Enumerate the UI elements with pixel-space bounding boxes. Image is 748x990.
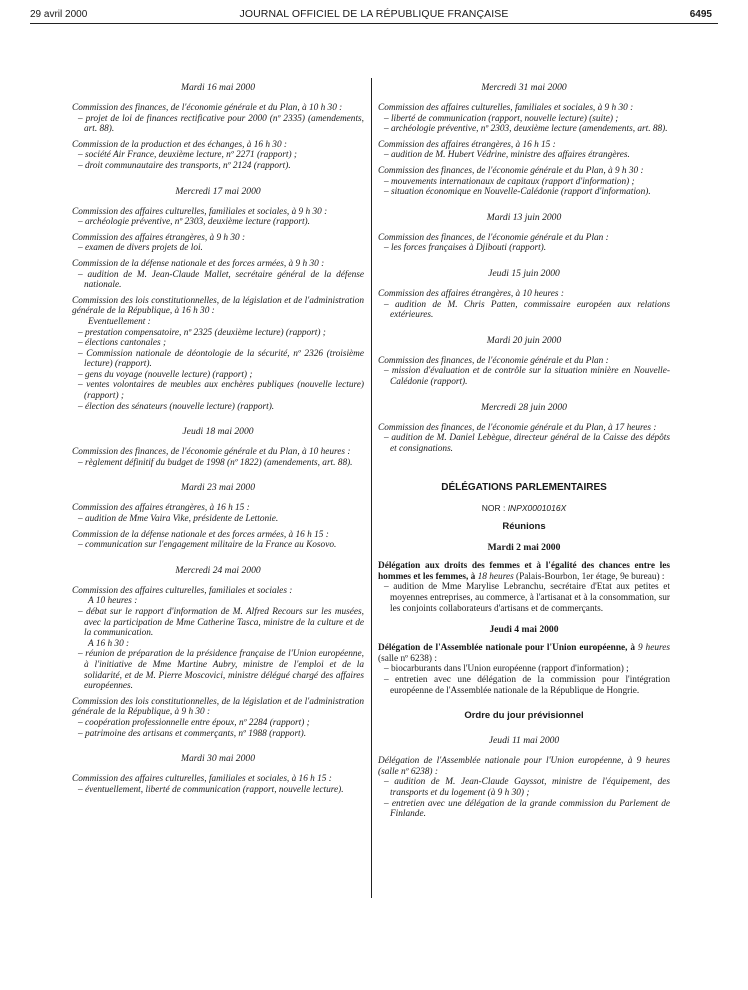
meeting-entry <box>72 233 364 254</box>
delegation-name: Délégation de l'Assemblée nationale pour l'Union européenne, à 9 heures (salle nº 6238) : <box>378 756 670 777</box>
delegation-name: Délégation de l'Assemblée nationale pour l'Union européenne, à <box>378 643 638 654</box>
meeting-entry <box>378 423 670 455</box>
agenda-item: – audition de M. Hubert Védrine, ministre des affaires étrangères. <box>384 150 630 161</box>
meeting-entry <box>72 503 364 524</box>
agenda-item: – communication sur l'engagement militaire de la France au Kosovo. <box>78 540 337 551</box>
meeting-entry <box>378 140 670 161</box>
agenda-item: – élection des sénateurs (nouvelle lecture) (rapport). <box>78 401 275 412</box>
left-column <box>72 70 364 800</box>
agenda-item: – mouvements internationaux de capitaux (rapport d'information) ; <box>384 176 635 187</box>
day-heading: Jeudi 11 mai 2000 <box>488 735 560 747</box>
commission-name: Commission des affaires étrangères, à 10 heures : <box>378 288 564 299</box>
meeting-entry <box>72 586 364 692</box>
commission-name: Commission des affaires culturelles, familiales et sociales, à 9 h 30 : <box>72 206 328 217</box>
day-heading: Jeudi 15 juin 2000 <box>488 267 560 279</box>
agenda-item: – situation économique en Nouvelle-Calédonie (rapport d'information). <box>384 187 651 198</box>
day-heading: Mercredi 28 juin 2000 <box>481 401 567 413</box>
meeting-entry <box>378 356 670 388</box>
commission-name: Commission des affaires étrangères, à 16 h 15 : <box>378 139 556 150</box>
commission-name: Commission des affaires culturelles, familiales et sociales, à 16 h 15 : <box>72 774 332 785</box>
column-divider <box>371 78 372 898</box>
meeting-entry <box>72 103 364 135</box>
meeting-entry <box>72 774 364 795</box>
meeting-entry <box>378 103 670 135</box>
day-heading: Mardi 16 mai 2000 <box>181 82 255 93</box>
commission-name: Commission des finances, de l'économie générale et du Plan : <box>378 232 609 243</box>
right-agenda <box>378 82 670 454</box>
agenda-item: – examen de divers projets de loi. <box>78 243 203 254</box>
commission-name: Commission des finances, de l'économie générale et du Plan, à 9 h 30 : <box>378 165 644 176</box>
commission-name: Commission des lois constitutionnelles, de la législation et de l'administration générale de la République, à 9 h 30 : <box>72 696 364 718</box>
commission-name: Commission de la défense nationale et des forces armées, à 16 h 15 : <box>72 529 329 540</box>
meeting-entry <box>378 233 670 254</box>
agenda-item: – débat sur le rapport d'information de M. Alfred Recours sur les musées, avec la participation de Mme Catherine Tasca, ministre de la culture et de la communication. <box>78 607 364 639</box>
agenda-item: – audition de M. Jean-Claude Gayssot, ministre de l'équipement, des transports et du logement (à 9 h 30) ; <box>384 777 670 798</box>
agenda-item: – entretien avec une délégation de la commission pour l'intégration européenne de l'Assemblée nationale de la République de Hongrie. <box>384 675 670 696</box>
meeting-entry <box>378 289 670 321</box>
delegation-name: Délégation aux droits des femmes et à l'égalité des chances entre les hommes et les femmes, à <box>378 561 670 582</box>
meeting-entry <box>378 561 670 614</box>
agenda-item: – liberté de communication (rapport, nouvelle lecture) (suite) ; <box>384 113 619 124</box>
agenda-item: – projet de loi de finances rectificative pour 2000 (nº 2335) (amendements, art. 88). <box>78 113 364 135</box>
commission-name: Commission des affaires culturelles, familiales et sociales, à 9 h 30 : <box>378 103 634 113</box>
day-heading: Mercredi 24 mai 2000 <box>175 564 261 576</box>
agenda-item: – éventuellement, liberté de communication (rapport, nouvelle lecture). <box>78 784 344 795</box>
agenda-item: – société Air France, deuxième lecture, nº 2271 (rapport) ; <box>78 150 297 161</box>
ordre-heading: Ordre du jour prévisionnel <box>464 710 584 722</box>
day-heading: Mardi 20 juin 2000 <box>486 334 562 346</box>
meeting-entry <box>72 259 364 291</box>
meeting-entry <box>72 447 364 468</box>
commission-name: Commission des affaires culturelles, familiales et sociales : <box>72 585 293 596</box>
meeting-location: (Palais-Bourbon, 1er étage, 9e bureau) : <box>513 571 665 582</box>
commission-name: Commission des finances, de l'économie générale et du Plan, à 10 heures : <box>72 447 351 458</box>
meeting-entry <box>72 530 364 551</box>
meeting-entry <box>72 207 364 228</box>
day-heading: Mardi 13 juin 2000 <box>486 211 562 223</box>
agenda-item: – audition de Mme Vaira Vike, présidente de Lettonie. <box>78 514 279 525</box>
meeting-entry <box>378 166 670 198</box>
commission-name: Commission des finances, de l'économie générale et du Plan, à 17 heures : <box>378 422 657 433</box>
section-title: DÉLÉGATIONS PARLEMENTAIRES <box>441 482 607 494</box>
agenda-note: A 10 heures : <box>88 596 138 607</box>
nor-label: NOR : <box>481 503 508 514</box>
meeting-entry <box>378 643 670 696</box>
commission-name: Commission des affaires étrangères, à 16 h 15 : <box>72 503 250 514</box>
agenda-item: – audition de M. Jean-Claude Mallet, secrétaire général de la défense nationale. <box>78 269 364 291</box>
page-number: 6495 <box>689 9 712 20</box>
commission-name: Commission de la production et des échanges, à 16 h 30 : <box>72 139 288 150</box>
agenda-item: – audition de Mme Marylise Lebranchu, secrétaire d'Etat aux petites et moyennes entreprises, au commerce, à l'artisanat et à la consommation, sur les conjoints collaborateurs d'artisans et de commerçants. <box>384 582 670 614</box>
agenda-item: – gens du voyage (nouvelle lecture) (rapport) ; <box>78 369 253 380</box>
commission-name: Commission des affaires étrangères, à 9 h 30 : <box>72 232 246 243</box>
right-column <box>378 70 670 825</box>
meeting-time: 18 heures <box>477 571 514 582</box>
day-heading: Mercredi 17 mai 2000 <box>175 185 261 197</box>
meeting-time: 9 heures <box>637 643 670 654</box>
agenda-item: – ventes volontaires de meubles aux enchères publiques (nouvelle lecture) (rapport) ; <box>78 380 364 402</box>
nor-reference <box>378 503 670 513</box>
agenda-note: A 16 h 30 : <box>88 638 130 649</box>
nor-code: INPX0001016X <box>507 503 567 514</box>
day-heading: Jeudi 18 mai 2000 <box>182 426 254 438</box>
meeting-entry <box>378 756 670 820</box>
day-heading: Jeudi 4 mai 2000 <box>489 624 559 636</box>
agenda-item: – réunion de préparation de la présidence française de l'Union européenne, à l'initiative de Mme Martine Aubry, ministre de l'emploi et de la solidarité, et de M. Pierre Moscovici, ministre délégué chargé des affaires européennes. <box>78 649 364 692</box>
meeting-entry <box>72 296 364 413</box>
commission-name: Commission des finances, de l'économie générale et du Plan, à 10 h 30 : <box>72 103 343 113</box>
agenda-item: – archéologie préventive, nº 2303, deuxième lecture (amendements, art. 88). <box>384 124 668 135</box>
agenda-item: – archéologie préventive, nº 2303, deuxième lecture (rapport). <box>78 217 310 228</box>
commission-name: Commission des lois constitutionnelles, de la législation et de l'administration générale de la République, à 16 h 30 : <box>72 295 364 317</box>
day-heading: Mardi 23 mai 2000 <box>181 482 255 494</box>
agenda-item: – droit communautaire des transports, nº 2124 (rapport). <box>78 160 291 171</box>
header-rule <box>30 23 718 24</box>
agenda-item: – patrimoine des artisans et commerçants, nº 1988 (rapport). <box>78 728 307 739</box>
agenda-item: – entretien avec une délégation de la grande commission du Parlement de Finlande. <box>384 798 670 820</box>
agenda-item: – audition de M. Chris Patten, commissaire européen aux relations extérieures. <box>384 299 670 321</box>
journal-title: JOURNAL OFFICIEL DE LA RÉPUBLIQUE FRANÇAISE <box>239 8 509 20</box>
meeting-entry <box>72 140 364 172</box>
reunions-heading: Réunions <box>502 521 546 533</box>
commission-name: Commission de la défense nationale et des forces armées, à 9 h 30 : <box>72 258 325 269</box>
commission-name: Commission des finances, de l'économie générale et du Plan : <box>378 355 609 366</box>
agenda-item: – coopération professionnelle entre époux, nº 2284 (rapport) ; <box>78 717 310 728</box>
meeting-entry <box>72 697 364 739</box>
meeting-location: (salle nº 6238) : <box>378 653 437 664</box>
day-heading: Mardi 30 mai 2000 <box>181 753 255 765</box>
agenda-item: – Commission nationale de déontologie de la sécurité, nº 2326 (troisième lecture) (rapport). <box>78 348 364 370</box>
agenda-item: – les forces françaises à Djibouti (rapport). <box>384 243 547 254</box>
agenda-item: – mission d'évaluation et de contrôle sur la situation minière en Nouvelle-Calédonie (rapport). <box>384 366 670 387</box>
agenda-item: – élections cantonales ; <box>78 338 167 349</box>
agenda-note: Eventuellement : <box>88 316 151 327</box>
day-heading: Mardi 2 mai 2000 <box>487 542 561 554</box>
agenda-item: – biocarburants dans l'Union européenne (rapport d'information) ; <box>384 664 629 675</box>
agenda-item: – prestation compensatoire, nº 2325 (deuxième lecture) (rapport) ; <box>78 327 326 338</box>
header-date: 29 avril 2000 <box>30 9 88 20</box>
agenda-item: – audition de M. Daniel Lebègue, directeur général de la Caisse des dépôts et consignations. <box>384 433 670 454</box>
day-heading: Mercredi 31 mai 2000 <box>481 82 567 93</box>
page-header <box>30 6 718 22</box>
agenda-item: – règlement définitif du budget de 1998 (nº 1822) (amendements, art. 88). <box>78 457 353 468</box>
